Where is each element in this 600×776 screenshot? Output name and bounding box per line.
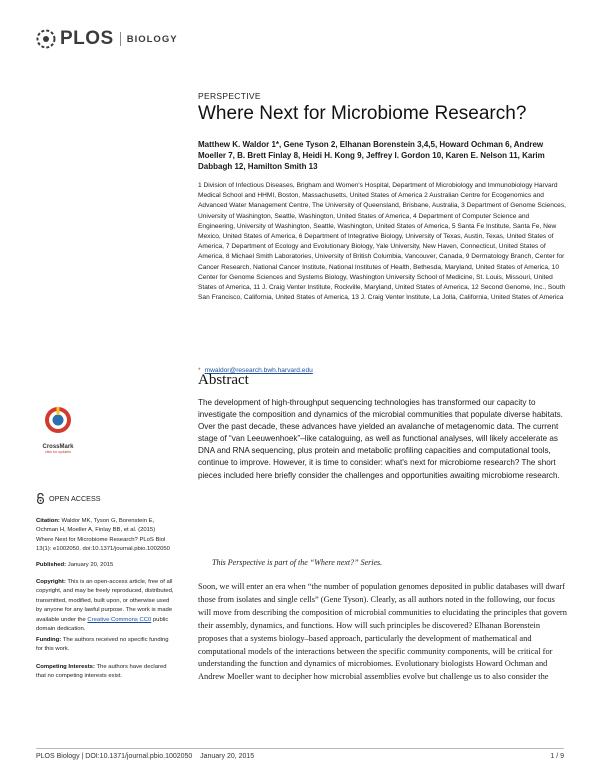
copyright-tail: public domain dedication. bbox=[36, 616, 169, 633]
crossmark-sublabel: click for updates bbox=[45, 450, 71, 454]
series-note: This Perspective is part of the “Where next?” Series. bbox=[212, 558, 383, 567]
crossmark-label: CrossMark bbox=[42, 444, 74, 450]
journal-logo bbox=[36, 28, 216, 50]
copyright-block bbox=[36, 578, 174, 634]
citation-label: Citation: bbox=[36, 518, 60, 524]
author-list: Matthew K. Waldor 1*, Gene Tyson 2, Elhanan Borenstein 3,4,5, Howard Ochman 6, Andrew Moeller 7, B. Brett Finlay 8, Heidi H. Kong 9, Jeffrey I. Gordon 10, Karen E. Nelson 11, Karim Dabbagh 12, Hamilton Smith 13 bbox=[198, 140, 545, 172]
published-block bbox=[36, 561, 174, 570]
crossmark-badge[interactable] bbox=[36, 404, 80, 454]
copyright-text: This is an open-access article, free of all copyright, and may be freely reproduced, distributed, transmitted, modified, built upon, or otherwise used by anyone for any lawful purpose. The work is made available under the bbox=[36, 579, 174, 623]
citation-block bbox=[36, 517, 174, 555]
funding-block bbox=[36, 636, 174, 655]
footer-divider bbox=[36, 748, 564, 749]
funding-label: Funding: bbox=[36, 637, 62, 643]
published-date: January 20, 2015 bbox=[67, 562, 114, 568]
footer-citation: PLOS Biology | DOI:10.1371/journal.pbio.1002050 January 20, 2015 bbox=[36, 753, 255, 760]
citation-text: Waldor MK, Tyson G, Borenstein E, Ochman H, Moeller A, Finlay BB, et al. (2015) Where Next for Microbiome Research? PLoS Biol 13(1): e1002050. doi:10.1371/journal.pbio.1002050 bbox=[36, 518, 170, 553]
license-link[interactable]: Creative Commons CC0 bbox=[87, 616, 152, 623]
funding-text: The authors received no specific funding for this work. bbox=[36, 637, 169, 653]
article-title: Where Next for Microbiome Research? bbox=[198, 103, 527, 124]
publisher-name: PLOS bbox=[60, 28, 114, 49]
abstract-text: The development of high-throughput sequencing technologies has transformed our capacity to investigate the composition and dynamics of the microbial communities that populate diverse habitats. Over the past decade, these advances have yielded an avalanche of metagenomic data. The current stage of “van Leeuwenhoek”–like cataloguing, as well as functional analyses, will likely accelerate as DNA and RNA sequencing, plus protein and metabolic profiling capacities and computational tools, continue to improve. However, it is time to consider: what's next for microbiome research? The short pieces included here briefly consider the challenges and opportunities awaiting microbiome research. bbox=[198, 398, 563, 480]
body-paragraph: Soon, we will enter an era when “the number of population genomes deposited in public databases will dwarf those from isolates and single cells” (Gene Tyson). Clearly, as all authors noted in the following, our focus will move from describing the composition of microbial communities to elucidating the principles that govern their assembly, dynamics, and functions. How will such principles be discovered? Elhanan Borenstein proposes that a systems biology–based approach, particularly the development of mathematical and computational models of the interactions between the specific community components, will be critical for understanding the function and dynamics of microbiomes. Evolutionary biologists Howard Ochman and Andrew Moeller want to decipher how microbial assemblies evolve but challenge us to also consider the bbox=[198, 582, 567, 682]
article-type-label: PERSPECTIVE bbox=[198, 91, 261, 101]
abstract-heading: Abstract bbox=[198, 372, 249, 388]
journal-name: BIOLOGY bbox=[126, 33, 178, 45]
competing-interests-block bbox=[36, 663, 174, 682]
plos-logo-icon bbox=[36, 29, 56, 49]
crossmark-icon bbox=[36, 404, 80, 438]
page-number: 1 / 9 bbox=[550, 753, 564, 760]
competing-label: Competing Interests: bbox=[36, 664, 95, 670]
affiliation-list: 1 Division of Infectious Diseases, Brigham and Women's Hospital, Department of Microbiology and Immunobiology Harvard Medical School and HHMI, Boston, Massachusetts, United States of America 2 Australian Centre for Ecogenomics and Advanced Water Management Centre, The University of Queensland, Brisbane, Australia, 3 Department of Genome Sciences, University of Washington, Seattle, Washington, United States of America, 4 Department of Computer Science and Engineering, University of Washington, Seattle, Washington, United States of America, 5 Santa Fe Institute, Santa Fe, New Mexico, United States of America, 6 Department of Integrative Biology, University of Texas, Austin, Texas, United States of America, 7 Department of Ecology and Evolutionary Biology, Yale University, New Haven, Connecticut, United States of America, 8 Michael Smith Laboratories, University of British Columbia, Vancouver, Canada, 9 Dermatology Branch, Center for Cancer Research, National Cancer Institute, National Institutes of Health, Bethesda, Maryland, United States of America, 10 Center for Genome Sciences and Systems Biology, Washington University School of Medicine, St. Louis, Missouri, United States of America, 11 J. Craig Venter Institute, Rockville, Maryland, United States of America, 12 Second Genome, Inc., South San Francisco, California, United States of America, 13 J. Craig Venter Institute, La Jolla, California, United States of America bbox=[198, 182, 566, 302]
competing-text: The authors have declared that no competing interests exist. bbox=[36, 664, 167, 680]
open-access-label: OPEN ACCESS bbox=[49, 494, 101, 503]
logo-divider bbox=[120, 32, 121, 46]
open-lock-icon bbox=[36, 493, 45, 504]
email-link[interactable]: mwaldor@research.bwh.harvard.edu bbox=[204, 367, 313, 374]
copyright-label: Copyright: bbox=[36, 579, 66, 585]
open-access-badge bbox=[36, 493, 101, 504]
published-label: Published: bbox=[36, 562, 67, 568]
corresponding-marker: * bbox=[198, 367, 201, 374]
